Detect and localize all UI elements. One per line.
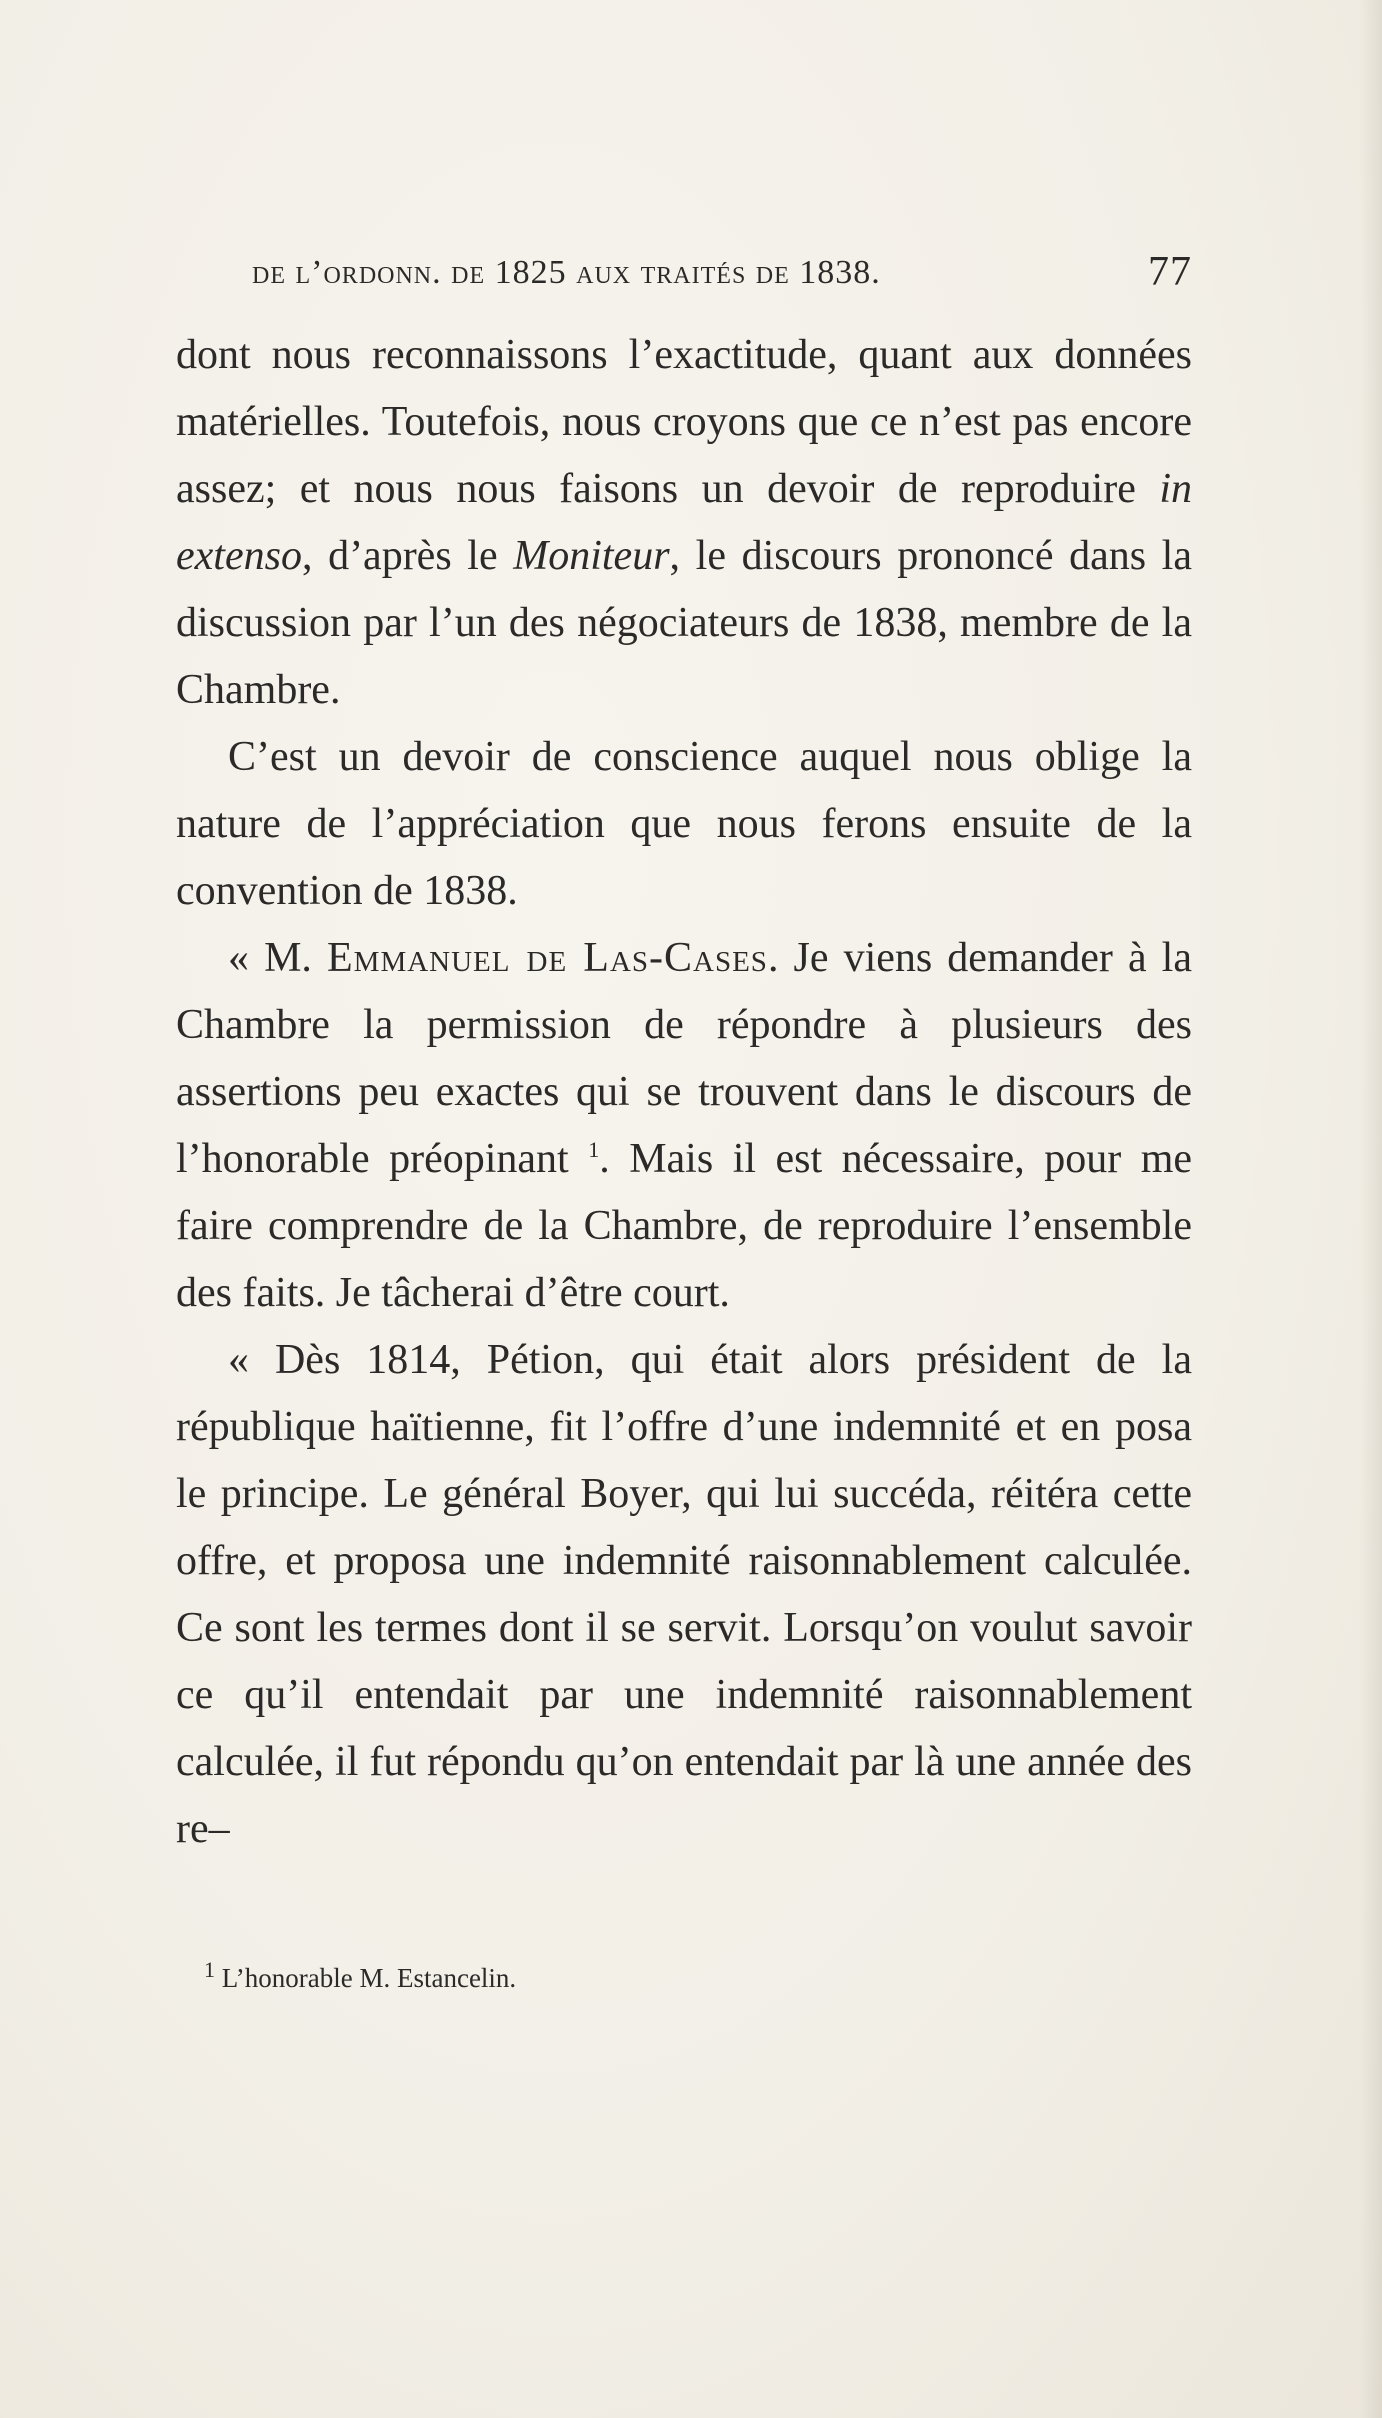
quote-open: « M. — [228, 935, 312, 981]
italic-moniteur: Moniteur — [513, 533, 670, 579]
paragraph-1 — [176, 322, 1192, 724]
paragraph-3-end: . Mais il est nécessaire, pour me faire comprendre de la Chambre, de reproduire l’ensemble des faits. Je tâcherai d’être court. — [176, 1136, 1193, 1316]
italic-in-extenso: in extenso — [176, 466, 1192, 579]
running-title: de l’ordonn. de 1825 aux traités de 1838. — [252, 254, 881, 291]
speaker-name: Emmanuel de Las-Cases — [327, 935, 768, 981]
paragraph-1-mid: , d’après le — [301, 533, 498, 579]
paragraph-4: « Dès 1814, Pétion, qui était alors président de la république haïtienne, fit l’offre d’une indemnité et en posa le principe. Le général Boyer, qui lui succéda, réitéra cette offre, et proposa une indemnité raisonnablement calculée. Ce sont les termes dont il se servit. Lorsqu’on voulut savoir ce qu’il entendait par une indemnité raisonnablement calculée, il fut répondu qu’on entendait par là une année des re– — [176, 1337, 1192, 1852]
footnote-reference: 1 — [588, 1137, 600, 1162]
paragraph-3-text: . Je viens demander à la Chambre la permission de répondre à plusieurs des assertions peu exactes qui se trouvent dans le discours de l’honorable préopinant — [176, 935, 1192, 1182]
paragraph-3 — [176, 925, 1192, 1327]
footnote-mark: 1 — [204, 1957, 215, 1982]
page-gutter-shadow — [1360, 0, 1382, 2418]
paragraph-2: C’est un devoir de conscience auquel nous oblige la nature de l’appréciation que nous ferons ensuite de la convention de 1838. — [176, 734, 1192, 914]
paragraph-1-text: dont nous reconnaissons l’exactitude, quant aux données matérielles. Toutefois, nous croyons que ce n’est pas encore assez; et nous nous faisons un devoir de reproduire — [176, 332, 1192, 512]
main-text — [176, 322, 1192, 1863]
running-header — [252, 248, 1192, 300]
footnote-text: L’honorable M. Estancelin. — [221, 1963, 517, 1993]
paragraph-1-end: , le discours prononcé dans la discussion par l’un des négociateurs de 1838, membre de la Chambre. — [176, 533, 1192, 713]
page-number: 77 — [1148, 249, 1192, 295]
footnote — [204, 1957, 517, 1994]
